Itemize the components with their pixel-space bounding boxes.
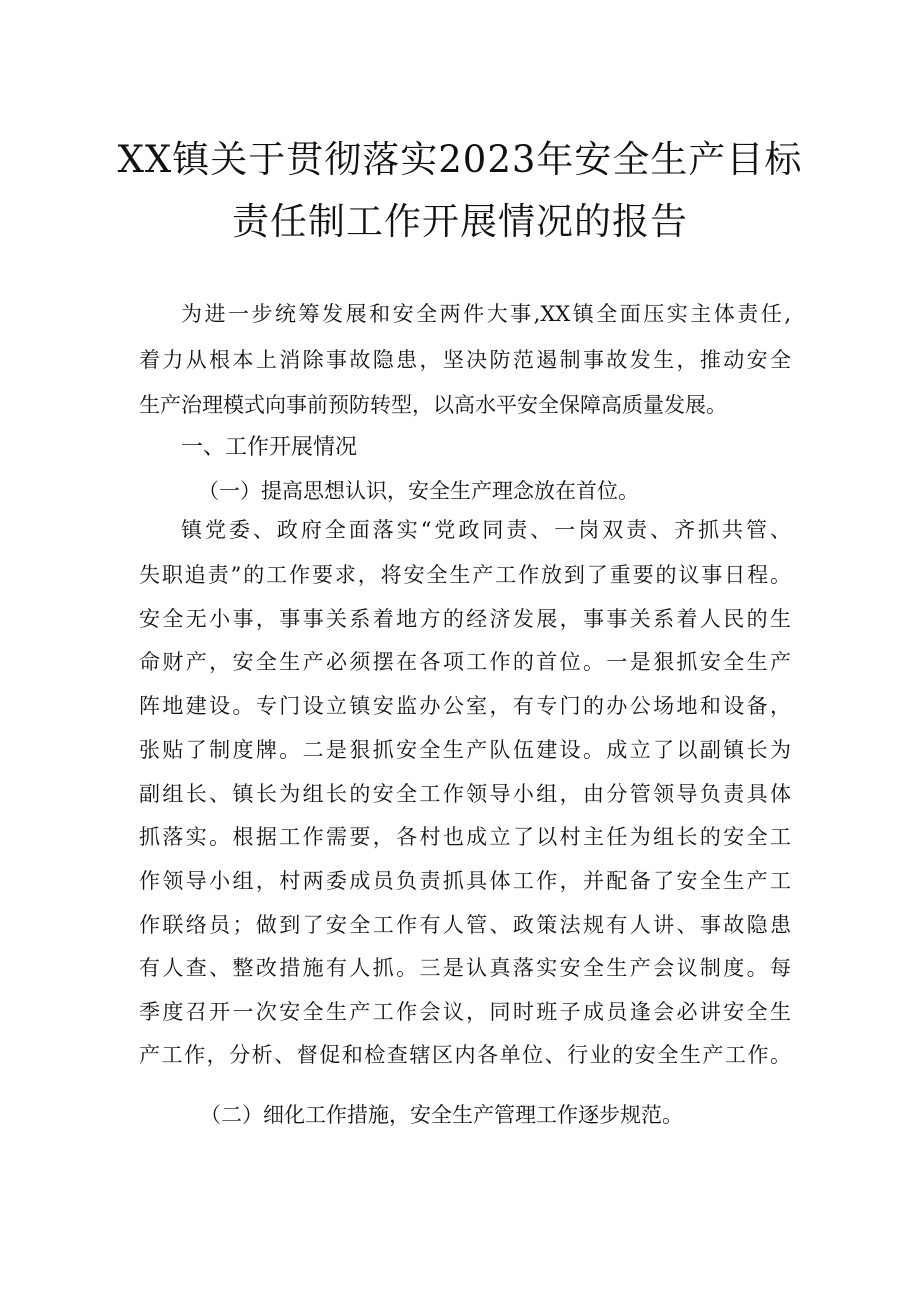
- paragraph-line: 作领导小组，村两委成员负责抓具体工作，并配备了安全生产工: [139, 869, 791, 893]
- paragraph-line: 阵地建设。专门设立镇安监办公室，有专门的办公场地和设备，: [139, 694, 791, 718]
- intro-line: 生产治理模式向事前预防转型，以高水平安全保障高质量发展。: [139, 393, 727, 417]
- paragraph-line: 抓落实。根据工作需要，各村也成立了以村主任为组长的安全工: [139, 825, 791, 849]
- paragraph-line: 张贴了制度牌。二是狠抓安全生产队伍建设。成立了以副镇长为: [139, 738, 791, 762]
- intro-line: 着力从根本上消除事故隐患，坚决防范遏制事故发生，推动安全: [139, 348, 791, 372]
- paragraph-line: 作联络员；做到了安全工作有人管、政策法规有人讲、事故隐患: [139, 913, 791, 937]
- intro-line: 为进一步统筹发展和安全两件大事,XX镇全面压实主体责任,: [181, 302, 791, 326]
- subsection-heading: （一）提高思想认识，安全生产理念放在首位。: [198, 479, 639, 503]
- subsection-heading: （二）细化工作措施，安全生产管理工作逐步规范。: [200, 1103, 683, 1127]
- paragraph-line: 有人查、整改措施有人抓。三是认真落实安全生产会议制度。每: [139, 956, 791, 980]
- document-title-line-1: XX镇关于贯彻落实2023年安全生产目标: [117, 138, 803, 181]
- section-heading: 一、工作开展情况: [181, 435, 358, 460]
- paragraph-line: 副组长、镇长为组长的安全工作领导小组，由分管领导负责具体: [139, 782, 791, 806]
- paragraph-line: 产工作，分析、督促和检查辖区内各单位、行业的安全生产工作。: [139, 1043, 791, 1067]
- paragraph-line: 失职追责”的工作要求，将安全生产工作放到了重要的议事日程。: [139, 563, 791, 587]
- paragraph-line: 镇党委、政府全面落实“党政同责、一岗双责、齐抓共管、: [181, 518, 791, 542]
- paragraph-line: 命财产，安全生产必须摆在各项工作的首位。一是狠抓安全生产: [139, 650, 791, 674]
- document-title-line-2: 责任制工作开展情况的报告: [232, 200, 688, 243]
- paragraph-line: 安全无小事，事事关系着地方的经济发展，事事关系着人民的生: [139, 607, 791, 631]
- paragraph-line: 季度召开一次安全生产工作会议，同时班子成员逢会必讲安全生: [139, 1000, 791, 1024]
